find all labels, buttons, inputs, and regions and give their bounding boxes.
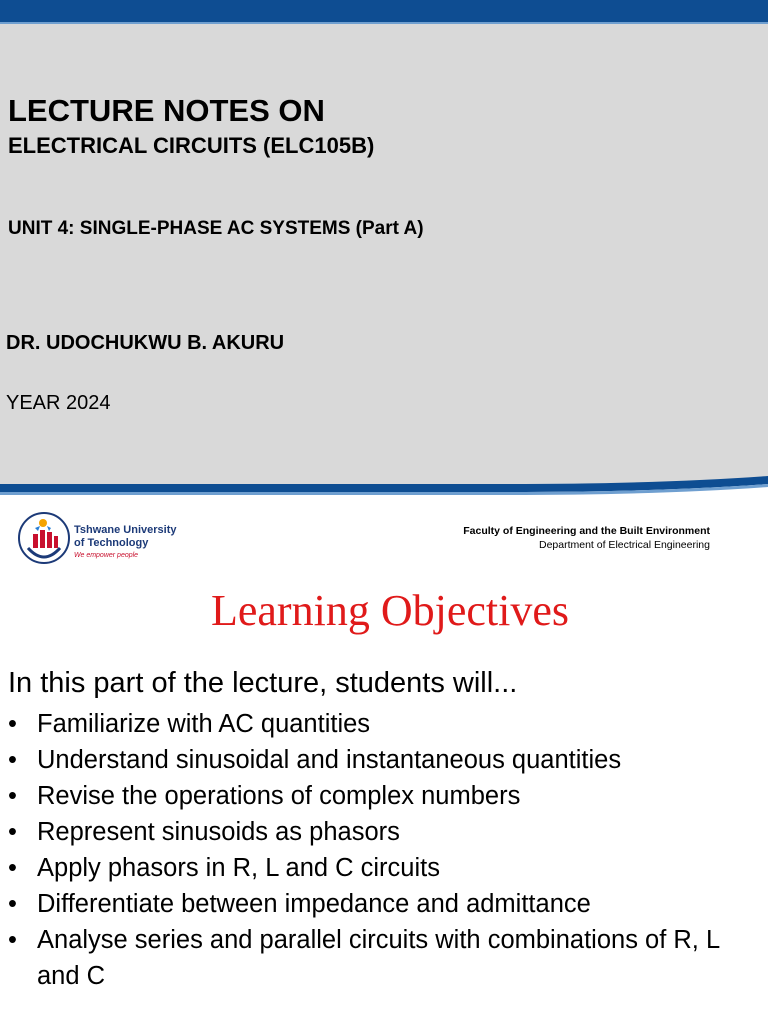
list-item bbox=[8, 814, 758, 850]
unit-title: UNIT 4: SINGLE-PHASE AC SYSTEMS (Part A) bbox=[8, 218, 424, 239]
bottom-swoosh bbox=[0, 470, 768, 500]
university-emblem-icon bbox=[16, 510, 72, 566]
objective-text: Familiarize with AC quantities bbox=[37, 710, 371, 738]
slide-title: Learning Objectives bbox=[211, 586, 569, 635]
objectives-list bbox=[8, 706, 758, 994]
objective-text: Revise the operations of complex numbers bbox=[37, 782, 521, 810]
course-title: ELECTRICAL CIRCUITS (ELC105B) bbox=[8, 133, 375, 158]
university-logo bbox=[16, 510, 186, 566]
bullet: • bbox=[8, 818, 17, 846]
objective-text: Apply phasors in R, L and C circuits bbox=[37, 854, 440, 882]
objective-text: Understand sinusoidal and instantaneous quantities bbox=[37, 746, 622, 774]
objective-text: Differentiate between impedance and admittance bbox=[37, 890, 591, 918]
bullet: • bbox=[8, 926, 17, 954]
bullet: • bbox=[8, 890, 17, 918]
objectives-slide bbox=[0, 500, 768, 1024]
list-item bbox=[8, 706, 758, 742]
list-item bbox=[8, 778, 758, 814]
list-item bbox=[8, 886, 758, 922]
logo-name-line1: Tshwane University bbox=[74, 524, 177, 536]
department-name: Department of Electrical Engineering bbox=[538, 539, 710, 551]
objective-text: Analyse series and parallel circuits with combinations of R, L and C bbox=[37, 926, 720, 990]
author-name: DR. UDOCHUKWU B. AKURU bbox=[6, 332, 285, 354]
cover-slide bbox=[0, 0, 768, 500]
logo-tagline: We empower people bbox=[74, 552, 139, 559]
objectives-intro: In this part of the lecture, students will... bbox=[8, 667, 518, 699]
lecture-title: LECTURE NOTES ON bbox=[8, 93, 325, 128]
list-item bbox=[8, 742, 758, 778]
list-item bbox=[8, 922, 758, 994]
top-bar-accent bbox=[0, 22, 768, 24]
bullet: • bbox=[8, 746, 17, 774]
top-bar bbox=[0, 0, 768, 22]
list-item bbox=[8, 850, 758, 886]
bullet: • bbox=[8, 710, 17, 738]
year-label: YEAR 2024 bbox=[6, 392, 111, 414]
faculty-name: Faculty of Engineering and the Built Environment bbox=[463, 525, 710, 537]
objective-text: Represent sinusoids as phasors bbox=[37, 818, 400, 846]
logo-name-line2: of Technology bbox=[74, 537, 149, 549]
bullet: • bbox=[8, 782, 17, 810]
bullet: • bbox=[8, 854, 17, 882]
